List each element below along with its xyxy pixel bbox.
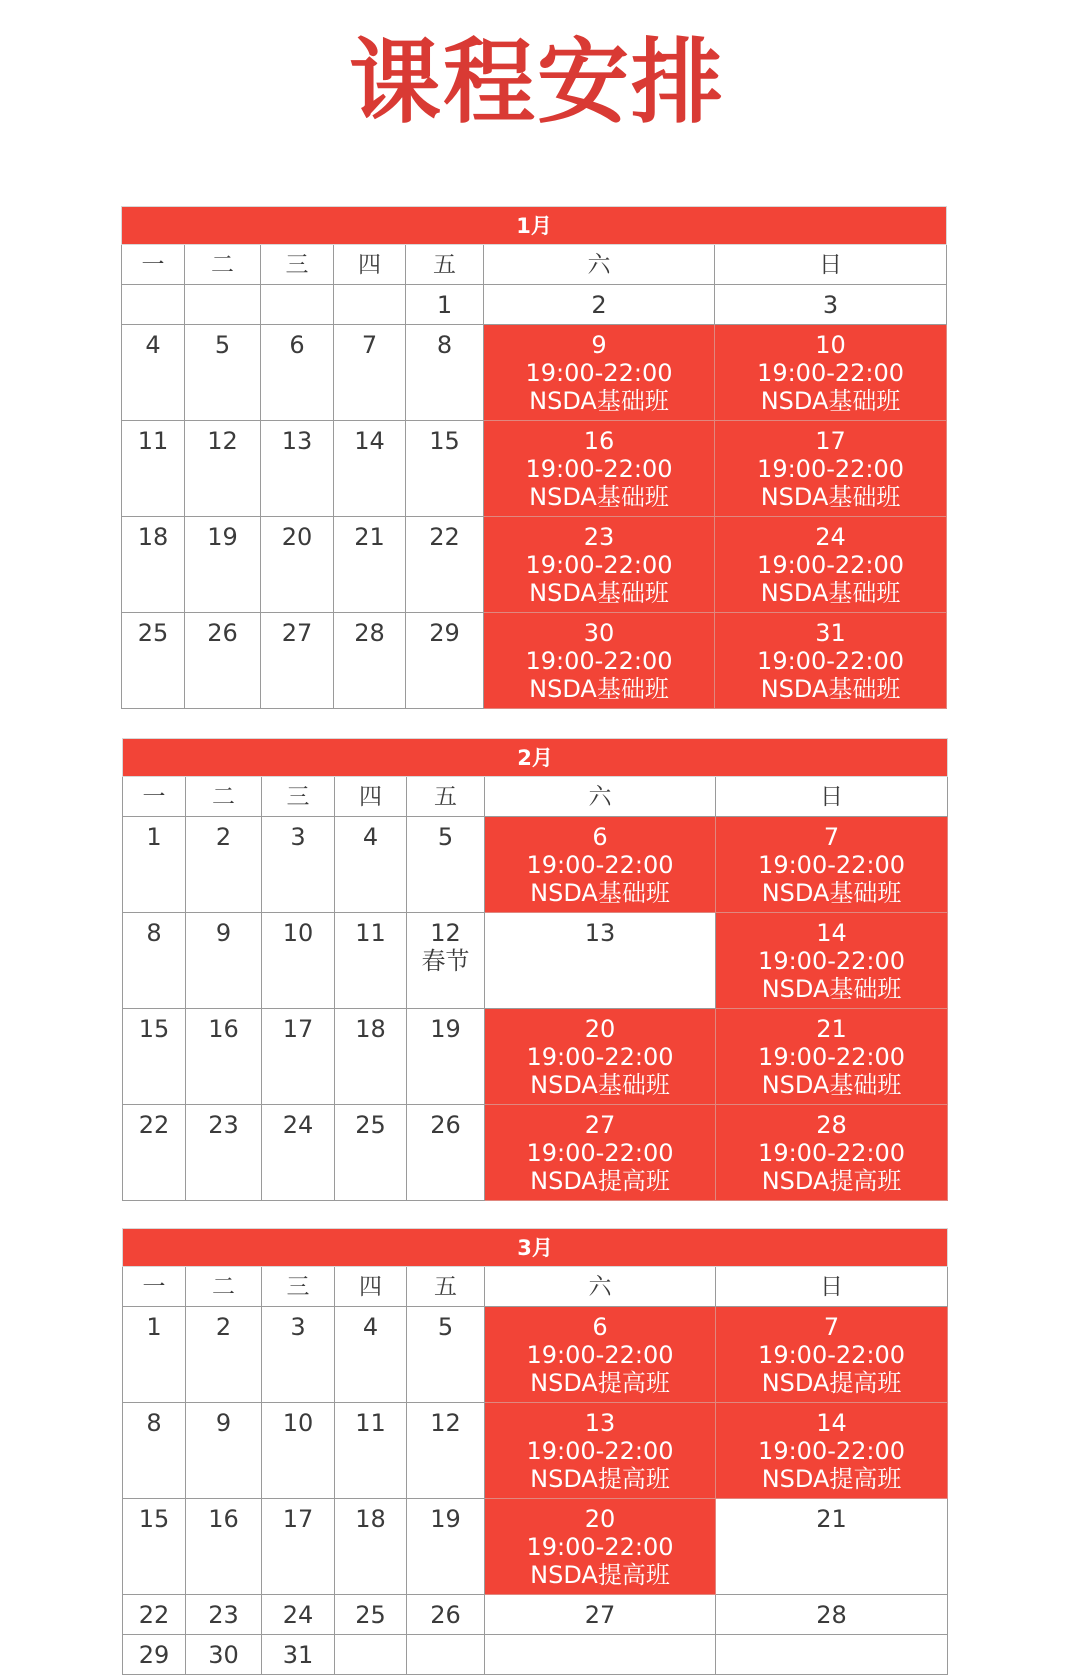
- month-calendar-january: [121, 206, 947, 709]
- calendar-week-row: [122, 613, 947, 709]
- calendar-week-row: [123, 1105, 948, 1201]
- calendar-day-cell: [407, 1635, 485, 1675]
- day-number: 17: [815, 427, 846, 455]
- day-number: 13: [281, 427, 313, 455]
- calendar-day-cell: [262, 1595, 335, 1635]
- day-number: 3: [822, 290, 839, 319]
- day-number: 2: [215, 1313, 232, 1341]
- calendar-day-cell: [334, 325, 406, 421]
- weekday-header-cell: 一: [123, 1267, 186, 1307]
- weekday-header-cell: 三: [262, 1267, 335, 1307]
- calendar-day-cell: [335, 817, 407, 913]
- calendar-day-cell: [262, 1635, 335, 1675]
- weekday-header-cell: 六: [484, 245, 715, 285]
- calendar-day-cell: [186, 1009, 262, 1105]
- month-label: 1月: [122, 207, 947, 245]
- day-number: 25: [137, 619, 169, 647]
- day-number: 25: [355, 1111, 386, 1139]
- calendar-day-cell-class: [484, 517, 715, 613]
- class-name: NSDA基础班: [760, 483, 901, 511]
- weekday-header-cell: 二: [186, 777, 262, 817]
- calendar-day-cell: [334, 285, 406, 325]
- day-number: 9: [591, 331, 607, 359]
- day-number: 22: [138, 1111, 170, 1139]
- calendar-day-cell-class: [716, 913, 948, 1009]
- class-name: NSDA基础班: [760, 579, 901, 607]
- calendar-week-row: [123, 1403, 948, 1499]
- calendar-day-cell: [335, 1105, 407, 1201]
- calendar-day-cell: [122, 613, 185, 709]
- calendar-day-cell: [186, 913, 262, 1009]
- weekday-header-cell: 三: [262, 777, 335, 817]
- calendar-day-cell-class: [715, 517, 947, 613]
- class-name: NSDA基础班: [529, 483, 669, 511]
- calendar-day-cell: [406, 421, 484, 517]
- day-number: 8: [146, 919, 162, 947]
- class-time: 19:00-22:00: [758, 1139, 906, 1167]
- day-number: 5: [437, 823, 454, 851]
- calendar-day-cell-class: [716, 1105, 948, 1201]
- class-name: NSDA提高班: [761, 1465, 902, 1493]
- calendar-day-cell: [261, 285, 334, 325]
- day-number: 27: [281, 619, 313, 647]
- day-number: 20: [281, 523, 313, 551]
- day-number: 31: [282, 1640, 314, 1669]
- month-calendar-february: [122, 738, 948, 1201]
- weekday-header-cell: 一: [122, 245, 185, 285]
- calendar-day-cell: [123, 1105, 186, 1201]
- calendar-day-cell-class: [715, 613, 947, 709]
- weekday-header-cell: 四: [335, 777, 407, 817]
- day-number: 3: [290, 823, 306, 851]
- calendar-day-cell: [123, 1403, 186, 1499]
- class-name: NSDA基础班: [760, 675, 901, 703]
- calendar-day-cell-class: [716, 1009, 948, 1105]
- day-number: 8: [436, 331, 453, 359]
- class-name: NSDA基础班: [529, 579, 669, 607]
- day-number: 19: [430, 1505, 461, 1533]
- calendar-day-cell: [334, 421, 406, 517]
- day-number: 28: [354, 619, 385, 647]
- day-number: 10: [282, 919, 314, 947]
- calendar-day-cell: [122, 285, 185, 325]
- calendar-day-cell: [407, 1105, 485, 1201]
- day-number: 10: [815, 331, 846, 359]
- day-number: 9: [215, 919, 232, 947]
- day-number: 23: [208, 1111, 239, 1139]
- calendar-day-cell: [716, 1635, 948, 1675]
- day-number: 21: [816, 1015, 847, 1043]
- calendar-day-cell: [186, 1499, 262, 1595]
- weekday-header-cell: 日: [715, 245, 947, 285]
- calendar-day-cell: [123, 1009, 186, 1105]
- class-time: 19:00-22:00: [757, 647, 905, 675]
- calendar-day-cell-class: [484, 421, 715, 517]
- month-calendar-march: [122, 1228, 948, 1675]
- class-time: 19:00-22:00: [758, 1437, 906, 1465]
- calendar-day-cell: [262, 1499, 335, 1595]
- day-number: 27: [584, 1111, 616, 1139]
- class-name: NSDA提高班: [530, 1369, 670, 1397]
- calendar-day-cell: [407, 1499, 485, 1595]
- class-time: 19:00-22:00: [758, 851, 906, 879]
- calendar-day-cell: [123, 817, 186, 913]
- month-header-row: [123, 1229, 948, 1267]
- day-number: 27: [584, 1600, 616, 1629]
- day-number: 24: [815, 523, 846, 551]
- class-name: NSDA基础班: [529, 387, 669, 415]
- calendar-day-cell: [335, 1403, 407, 1499]
- class-name: NSDA提高班: [530, 1167, 670, 1195]
- day-number: 11: [355, 919, 386, 947]
- day-number: 26: [430, 1600, 461, 1629]
- calendar-day-cell-class: [485, 1009, 716, 1105]
- calendar-day-cell: [261, 517, 334, 613]
- calendar-day-cell: [335, 1595, 407, 1635]
- class-time: 19:00-22:00: [757, 359, 905, 387]
- day-number: 1: [146, 823, 162, 851]
- month-header-row: [123, 739, 948, 777]
- calendar-day-cell: [485, 1595, 716, 1635]
- day-number: 8: [146, 1409, 162, 1437]
- calendar-day-cell: [485, 1635, 716, 1675]
- day-number: 10: [282, 1409, 314, 1437]
- day-number: 1: [146, 1313, 162, 1341]
- day-number: 14: [354, 427, 385, 455]
- day-number: 18: [137, 523, 169, 551]
- calendar-day-cell: [123, 1595, 186, 1635]
- calendar-day-cell: [186, 1307, 262, 1403]
- calendar-day-cell: [186, 1595, 262, 1635]
- calendar-day-cell: [261, 421, 334, 517]
- day-number: 4: [145, 331, 161, 359]
- weekday-header-cell: 六: [485, 777, 716, 817]
- day-number: 14: [816, 919, 847, 947]
- day-number: 15: [429, 427, 460, 455]
- calendar-week-row: [123, 1595, 948, 1635]
- calendar-day-cell-class: [715, 325, 947, 421]
- day-number: 30: [583, 619, 615, 647]
- day-number: 11: [137, 427, 169, 455]
- day-number: 16: [583, 427, 615, 455]
- day-number: 14: [816, 1409, 847, 1437]
- class-name: NSDA基础班: [760, 387, 901, 415]
- day-number: 23: [583, 523, 615, 551]
- calendar-day-cell: [123, 1307, 186, 1403]
- calendar-day-cell: [407, 817, 485, 913]
- calendar-day-cell: [261, 325, 334, 421]
- calendar-day-cell-class: [485, 1105, 716, 1201]
- calendar-week-row: [122, 421, 947, 517]
- holiday-note: 春节: [421, 947, 470, 975]
- class-time: 19:00-22:00: [525, 455, 673, 483]
- calendar-day-cell-class: [715, 421, 947, 517]
- class-time: 19:00-22:00: [758, 1341, 906, 1369]
- page-title: 课程安排: [348, 28, 725, 136]
- day-number: 4: [362, 1313, 379, 1341]
- calendar-week-row: [123, 1635, 948, 1675]
- weekday-header-cell: 二: [185, 245, 261, 285]
- calendar-day-cell: [185, 285, 261, 325]
- calendar-day-cell-class: [485, 817, 716, 913]
- calendar-week-row: [123, 1499, 948, 1595]
- weekday-header-cell: 五: [407, 777, 485, 817]
- class-time: 19:00-22:00: [526, 1341, 674, 1369]
- class-time: 19:00-22:00: [758, 1043, 906, 1071]
- day-number: 24: [282, 1600, 314, 1629]
- calendar-week-row: [122, 285, 947, 325]
- weekday-header-row: [123, 1267, 948, 1307]
- calendar-day-cell: [262, 1105, 335, 1201]
- day-number: 1: [436, 290, 453, 319]
- class-name: NSDA提高班: [761, 1167, 902, 1195]
- calendar-day-cell: [122, 325, 185, 421]
- day-number: 20: [584, 1015, 616, 1043]
- day-number: 30: [208, 1640, 239, 1669]
- calendar-day-cell: [185, 613, 261, 709]
- weekday-header-cell: 三: [261, 245, 334, 285]
- day-number: 17: [282, 1505, 314, 1533]
- day-number: 21: [354, 523, 385, 551]
- class-name: NSDA基础班: [761, 879, 902, 907]
- class-name: NSDA基础班: [530, 879, 670, 907]
- day-number: 6: [592, 1313, 608, 1341]
- class-name: NSDA提高班: [530, 1561, 670, 1589]
- weekday-header-cell: 日: [716, 777, 948, 817]
- calendar-day-cell: [185, 325, 261, 421]
- day-number: 2: [591, 290, 607, 319]
- day-number: 26: [207, 619, 238, 647]
- day-number: 6: [289, 331, 305, 359]
- weekday-header-row: [123, 777, 948, 817]
- calendar-day-cell: [407, 1307, 485, 1403]
- calendar-day-cell-class: [485, 1307, 716, 1403]
- calendar-day-cell: [123, 1635, 186, 1675]
- weekday-header-cell: 二: [186, 1267, 262, 1307]
- calendar-day-cell: [406, 325, 484, 421]
- class-name: NSDA基础班: [761, 975, 902, 1003]
- calendar-day-cell: [186, 817, 262, 913]
- calendar-day-cell: [186, 1635, 262, 1675]
- month-label: 2月: [123, 739, 948, 777]
- class-time: 19:00-22:00: [757, 551, 905, 579]
- day-number: 7: [361, 331, 378, 359]
- day-number: 2: [215, 823, 232, 851]
- calendar-day-cell: [335, 1635, 407, 1675]
- calendar-day-cell: [185, 517, 261, 613]
- weekday-header-cell: 一: [123, 777, 186, 817]
- weekday-header-cell: 五: [407, 1267, 485, 1307]
- calendar-day-cell-class: [485, 1403, 716, 1499]
- calendar-day-cell: [407, 913, 485, 1009]
- calendar-day-cell-class: [716, 1403, 948, 1499]
- class-time: 19:00-22:00: [526, 1043, 674, 1071]
- calendar-day-cell: [406, 517, 484, 613]
- day-number: 18: [355, 1015, 386, 1043]
- day-number: 3: [290, 1313, 306, 1341]
- calendar-day-cell: [334, 517, 406, 613]
- calendar-day-cell: [262, 817, 335, 913]
- class-time: 19:00-22:00: [526, 1139, 674, 1167]
- day-number: 13: [584, 1409, 616, 1437]
- day-number: 5: [437, 1313, 454, 1341]
- calendar-day-cell: [407, 1595, 485, 1635]
- day-number: 11: [355, 1409, 386, 1437]
- class-time: 19:00-22:00: [758, 947, 906, 975]
- day-number: 28: [816, 1600, 847, 1629]
- calendar-day-cell: [334, 613, 406, 709]
- day-number: 15: [138, 1015, 170, 1043]
- calendar-day-cell-class: [484, 613, 715, 709]
- weekday-header-cell: 四: [334, 245, 406, 285]
- day-number: 16: [208, 1015, 239, 1043]
- calendar-day-cell: [715, 285, 947, 325]
- calendar-day-cell: [484, 285, 715, 325]
- day-number: 29: [429, 619, 460, 647]
- weekday-header-row: [122, 245, 947, 285]
- calendar-day-cell: [262, 1403, 335, 1499]
- weekday-header-cell: 六: [485, 1267, 716, 1307]
- class-name: NSDA提高班: [530, 1465, 670, 1493]
- day-number: 13: [584, 919, 616, 947]
- month-label: 3月: [123, 1229, 948, 1267]
- day-number: 25: [355, 1600, 386, 1629]
- day-number: 26: [430, 1111, 461, 1139]
- day-number: 15: [138, 1505, 170, 1533]
- calendar-day-cell: [335, 913, 407, 1009]
- calendar-day-cell: [716, 1595, 948, 1635]
- day-number: 16: [208, 1505, 239, 1533]
- calendar-day-cell-class: [484, 325, 715, 421]
- day-number: 24: [282, 1111, 314, 1139]
- day-number: 12: [430, 1409, 461, 1437]
- calendar-day-cell: [123, 1499, 186, 1595]
- calendar-week-row: [122, 517, 947, 613]
- calendar-week-row: [123, 1009, 948, 1105]
- day-number: 4: [362, 823, 379, 851]
- calendar-day-cell: [186, 1403, 262, 1499]
- day-number: 12: [207, 427, 238, 455]
- calendar-day-cell: [335, 1499, 407, 1595]
- calendar-day-cell: [407, 1009, 485, 1105]
- day-number: 22: [138, 1600, 170, 1629]
- class-time: 19:00-22:00: [757, 455, 905, 483]
- day-number: 19: [430, 1015, 461, 1043]
- day-number: 19: [207, 523, 238, 551]
- calendar-day-cell: [185, 421, 261, 517]
- class-time: 19:00-22:00: [526, 851, 674, 879]
- class-name: NSDA基础班: [529, 675, 669, 703]
- day-number: 5: [214, 331, 231, 359]
- class-time: 19:00-22:00: [526, 1533, 674, 1561]
- day-number: 28: [816, 1111, 847, 1139]
- day-number: 23: [208, 1600, 239, 1629]
- day-number: 6: [592, 823, 608, 851]
- class-time: 19:00-22:00: [525, 551, 673, 579]
- day-number: 31: [815, 619, 846, 647]
- day-number: 29: [138, 1640, 170, 1669]
- calendar-day-cell: [261, 613, 334, 709]
- calendar-day-cell: [262, 913, 335, 1009]
- calendar-week-row: [123, 1307, 948, 1403]
- day-number: 18: [355, 1505, 386, 1533]
- calendar-day-cell: [716, 1499, 948, 1595]
- day-number: 20: [584, 1505, 616, 1533]
- day-number: 22: [429, 523, 460, 551]
- class-name: NSDA基础班: [761, 1071, 902, 1099]
- day-number: 9: [215, 1409, 232, 1437]
- calendar-day-cell-class: [716, 1307, 948, 1403]
- calendar-day-cell-class: [485, 1499, 716, 1595]
- class-time: 19:00-22:00: [525, 647, 673, 675]
- calendar-week-row: [123, 913, 948, 1009]
- calendar-day-cell: [186, 1105, 262, 1201]
- class-name: NSDA提高班: [761, 1369, 902, 1397]
- day-number: 17: [282, 1015, 314, 1043]
- calendar-day-cell: [122, 517, 185, 613]
- calendar-week-row: [122, 325, 947, 421]
- day-number: 7: [823, 823, 840, 851]
- month-header-row: [122, 207, 947, 245]
- calendar-week-row: [123, 817, 948, 913]
- class-time: 19:00-22:00: [526, 1437, 674, 1465]
- calendar-day-cell: [262, 1009, 335, 1105]
- weekday-header-cell: 日: [716, 1267, 948, 1307]
- calendar-day-cell: [335, 1009, 407, 1105]
- calendar-day-cell: [485, 913, 716, 1009]
- calendar-day-cell: [407, 1403, 485, 1499]
- class-name: NSDA基础班: [530, 1071, 670, 1099]
- calendar-day-cell: [123, 913, 186, 1009]
- class-time: 19:00-22:00: [525, 359, 673, 387]
- calendar-day-cell-class: [716, 817, 948, 913]
- day-number: 21: [816, 1505, 847, 1533]
- calendar-day-cell: [406, 285, 484, 325]
- calendar-day-cell: [335, 1307, 407, 1403]
- calendar-day-cell: [262, 1307, 335, 1403]
- calendar-day-cell: [122, 421, 185, 517]
- weekday-header-cell: 五: [406, 245, 484, 285]
- calendar-day-cell: [406, 613, 484, 709]
- day-number: 7: [823, 1313, 840, 1341]
- weekday-header-cell: 四: [335, 1267, 407, 1307]
- day-number: 12: [430, 919, 461, 947]
